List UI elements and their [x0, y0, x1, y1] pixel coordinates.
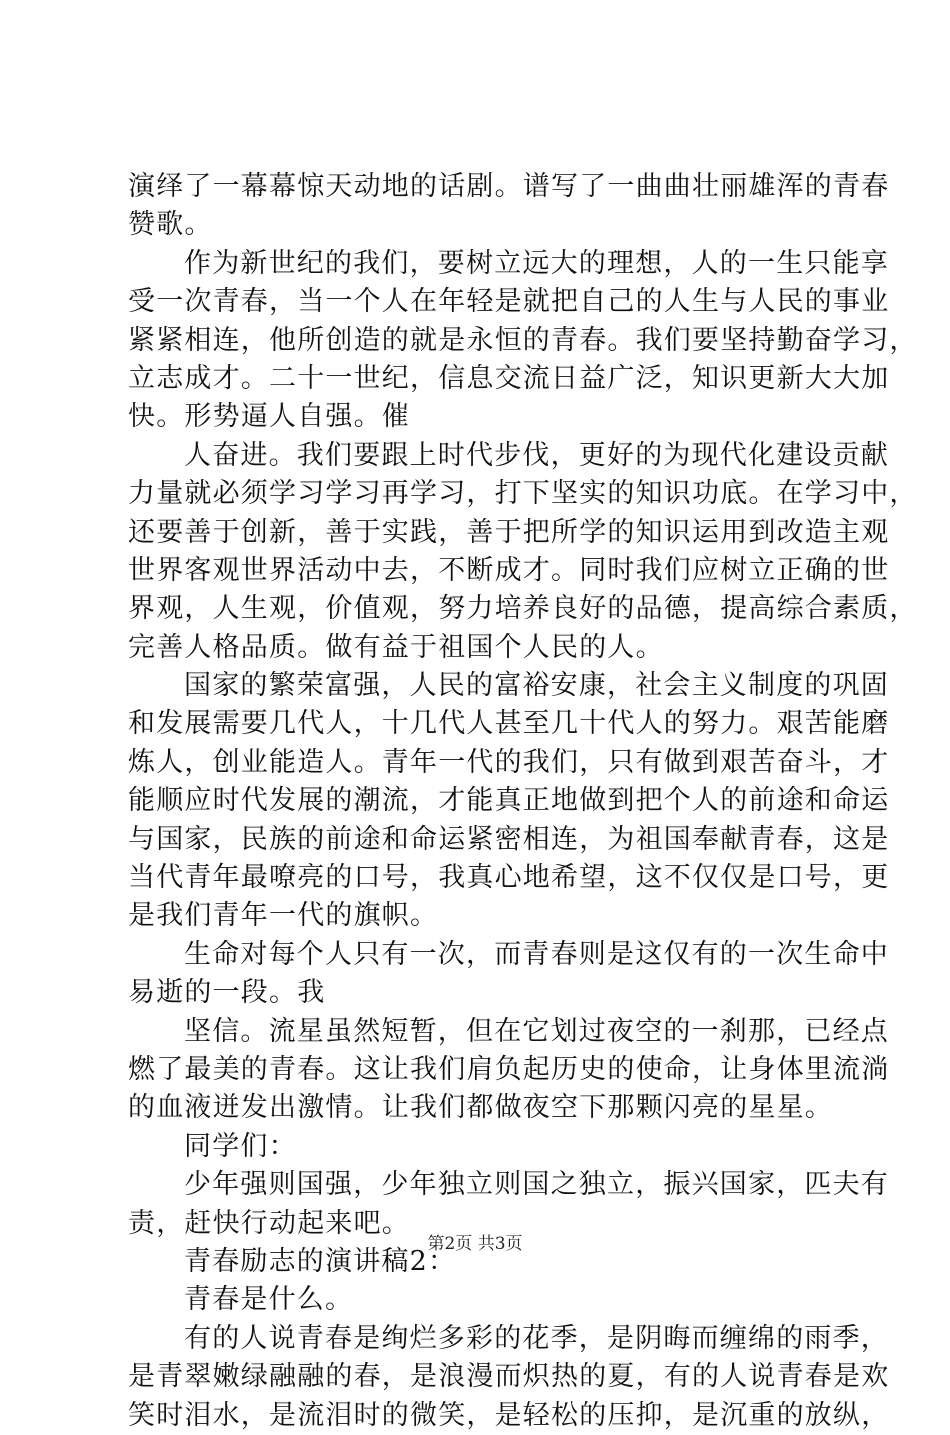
- text-line: 作为新世纪的我们，要树立远大的理想，人的一生只能享: [184, 247, 889, 279]
- text-line: 能顺应时代发展的潮流，才能真正地做到把个人的前途和命运: [128, 785, 890, 817]
- text-line: 青春励志的演讲稿2：: [184, 1245, 457, 1277]
- text-line: 生命对每个人只有一次，而青春则是这仅有的一次生命中: [184, 938, 889, 970]
- text-line: 的血液迸发出激情。让我们都做夜空下那颗闪亮的星星。: [128, 1092, 833, 1124]
- text-line: 快。形势逼人自强。催: [128, 401, 410, 433]
- text-line: 人奋进。我们要跟上时代步伐，更好的为现代化建设贡献: [184, 439, 889, 471]
- text-line: 坚信。流星虽然短暂，但在它划过夜空的一刹那，已经点: [184, 1015, 889, 1047]
- text-line: 易逝的一段。我: [128, 977, 326, 1009]
- text-line: 世界客观世界活动中去，不断成才。同时我们应树立正确的世: [128, 554, 890, 586]
- text-line: 炼人，创业能造人。青年一代的我们，只有做到艰苦奋斗，才: [128, 746, 890, 778]
- text-line: 受一次青春，当一个人在年轻是就把自己的人生与人民的事业: [128, 286, 890, 318]
- text-line: 还要善于创新，善于实践，善于把所学的知识运用到改造主观: [128, 516, 890, 548]
- text-line: 界观，人生观，价值观，努力培养良好的品德，提高综合素质，: [128, 593, 918, 625]
- text-line: 是青翠嫩绿融融的春，是浪漫而炽热的夏，有的人说青春是欢: [128, 1361, 890, 1393]
- text-line: 青春是什么。: [184, 1284, 354, 1316]
- page-footer: 第2页 共3页: [427, 1234, 523, 1254]
- text-line: 与国家，民族的前途和命运紧密相连，为祖国奉献青春，这是: [128, 823, 890, 855]
- text-line: 国家的繁荣富强，人民的富裕安康，社会主义制度的巩固: [184, 670, 889, 702]
- text-line: 赞歌。: [128, 209, 213, 241]
- text-line: 完善人格品质。做有益于祖国个人民的人。: [128, 631, 664, 663]
- text-line: 和发展需要几代人，十几代人甚至几十代人的努力。艰苦能磨: [128, 708, 890, 740]
- text-line: 是我们青年一代的旗帜。: [128, 900, 439, 932]
- text-line: 责，赶快行动起来吧。: [128, 1207, 410, 1239]
- text-line: 同学们：: [184, 1130, 297, 1162]
- text-line: 力量就必须学习学习再学习，打下坚实的知识功底。在学习中，: [128, 478, 918, 510]
- text-line: 当代青年最嘹亮的口号，我真心地希望，这不仅仅是口号，更: [128, 862, 890, 894]
- text-line: 紧紧相连，他所创造的就是永恒的青春。我们要坚持勤奋学习，: [128, 324, 918, 356]
- text-line: 演绎了一幕幕惊天动地的话剧。谱写了一曲曲壮丽雄浑的青春: [128, 171, 890, 202]
- text-line: 立志成才。二十一世纪，信息交流日益广泛，知识更新大大加: [128, 362, 890, 394]
- text-line: 燃了最美的青春。这让我们肩负起历史的使命，让身体里流淌: [128, 1053, 890, 1085]
- text-line: 少年强则国强，少年独立则国之独立，振兴国家，匹夫有: [184, 1169, 889, 1201]
- text-line: 有的人说青春是绚烂多彩的花季，是阴晦而缠绵的雨季，: [184, 1322, 889, 1354]
- text-line: 笑时泪水，是流泪时的微笑，是轻松的压抑，是沉重的放纵，: [128, 1399, 890, 1431]
